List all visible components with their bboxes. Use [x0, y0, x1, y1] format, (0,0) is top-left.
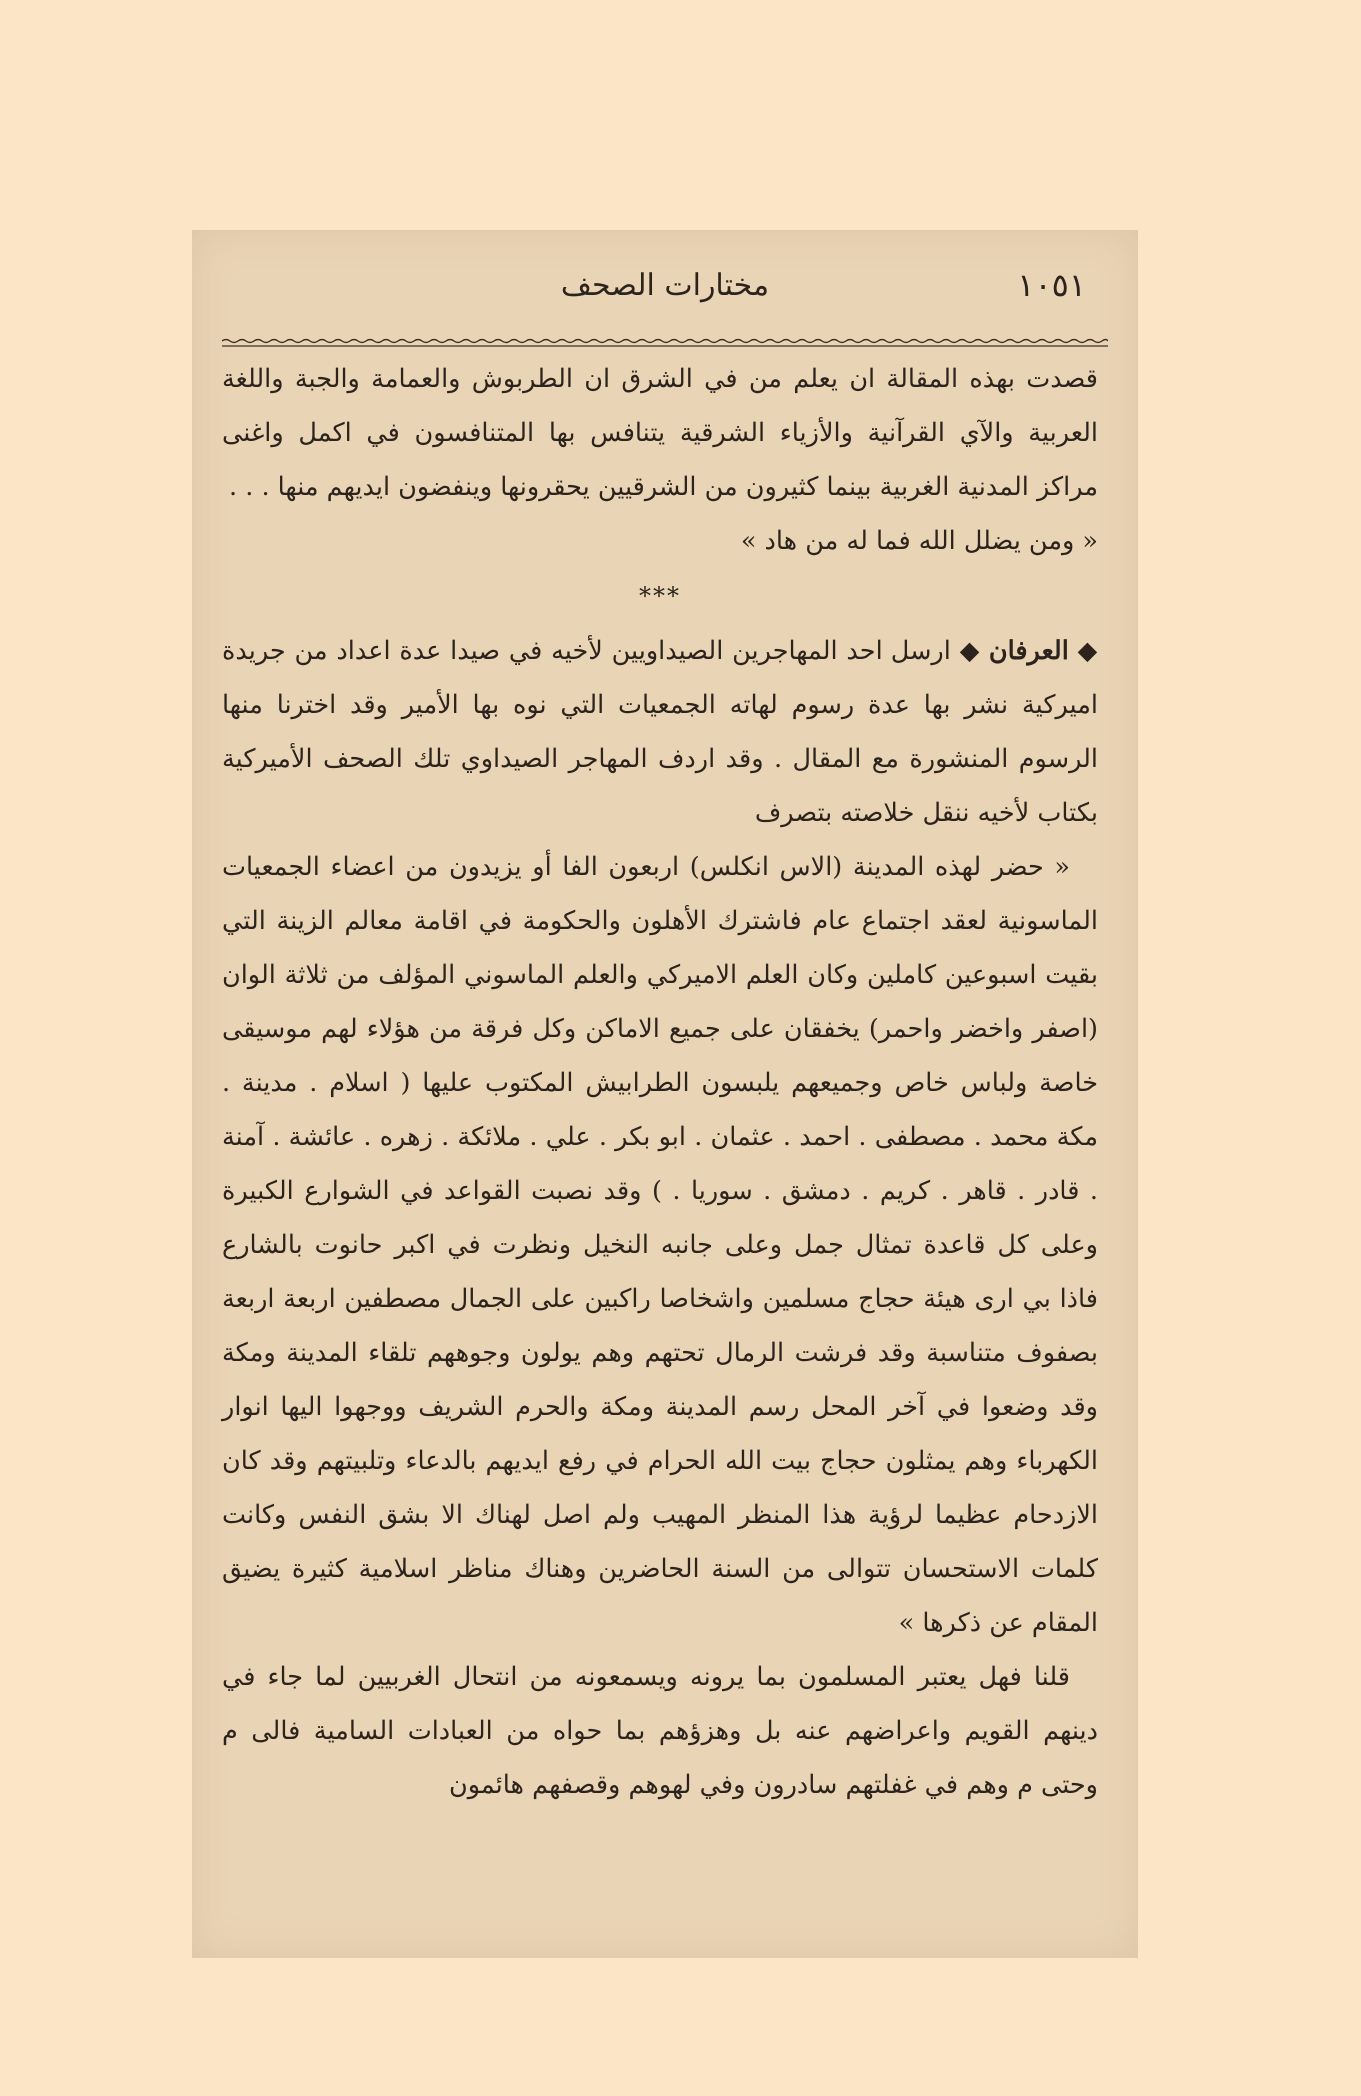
closing-paragraph: قلنا فهل يعتبر المسلمون بما يرونه ويسمعونه من انتحال الغربيين لما جاء في دينهم القويم واعراضهم عنه بل وهزؤهم بما حواه من العبادات السامية فالى م وحتى م وهم في غفلتهم سادرون وفي لهوهم وقصفهم هائمون [222, 1662, 1098, 1800]
article-body [222, 352, 1098, 1812]
diamond-marker-right-icon: ◆ [1077, 636, 1098, 666]
news-paragraph [222, 624, 1098, 840]
quote-line: « ومن يضلل الله فما له من هاد » [740, 526, 1098, 556]
book-page [192, 230, 1138, 1958]
page-number: ١٠٥١ [1017, 266, 1086, 304]
source-name: العرفان [988, 636, 1069, 666]
wavy-rule [222, 338, 1108, 348]
letter-paragraph: « حضر لهذه المدينة (الاس انكلس) اربعون الفا أو يزيدون من اعضاء الجمعيات الماسونية لعقد اجتماع عام فاشترك الأهلون والحكومة في اقامة معالم الزينة التي بقيت اسبوعين كاملين وكان العلم الاميركي والعلم الماسوني المؤلف من ثلاثة الوان (اصفر واخضر واحمر) يخفقان على جميع الاماكن وكل فرقة من هؤلاء لهم موسيقى خاصة ولباس خاص وجميعهم يلبسون الطرابيش المكتوب عليها ( اسلام . مدينة . مكة محمد . مصطفى . احمد . عثمان . ابو بكر . علي . ملائكة . زهره . عائشة . آمنة . قادر . قاهر . كريم . دمشق . سوريا . ) وقد نصبت القواعد في الشوارع الكبيرة وعلى كل قاعدة تمثال جمل وعلى جانبه النخيل ونظرت في اكبر حانوت بالشارع فاذا بي ارى هيئة حجاج مسلمين واشخاصا راكبين على الجمال مصطفين اربعة اربعة بصفوف متناسبة وقد فرشت الرمال تحتهم وهم يولون وجوههم تلقاء المدينة ومكة وقد وضعوا في آخر المحل رسم المدينة ومكة والحرم الشريف ووجهوا اليها انوار الكهرباء وهم يمثلون حجاج بيت الله الحرام في رفع ايديهم بالدعاء وتلبيتهم وقد كان الازدحام عظيما لرؤية هذا المنظر المهيب ولم اصل لهناك الا بشق النفس وكانت كلمات الاستحسان تتوالى من السنة الحاضرين وهناك مناظر اسلامية كثيرة يضيق المقام عن ذكرها » [222, 852, 1098, 1638]
page-header [192, 266, 1138, 316]
news-text: ارسل احد المهاجرين الصيداويين لأخيه في صيدا عدة اعداد من جريدة اميركية نشر بها عدة رسوم لهاته الجمعيات التي نوه بها الأمير وقد اخترنا منها الرسوم المنشورة مع المقال . وقد اردف المهاجر الصيداوي تلك الصحف الأميركية بكتاب لأخيه ننقل خلاصته بتصرف [222, 636, 1098, 828]
section-separator: *** [639, 582, 681, 610]
intro-paragraph: قصدت بهذه المقالة ان يعلم من في الشرق ان الطربوش والعمامة والجبة واللغة العربية والآي القرآنية والأزياء الشرقية يتنافس بها المتنافسون في اكمل واغنى مراكز المدنية الغربية بينما كثيرون من الشرقيين يحقرونها وينفضون ايديهم منها . . . [222, 364, 1098, 502]
diamond-marker-left-icon: ◆ [959, 636, 981, 666]
running-title: مختارات الصحف [560, 268, 770, 303]
